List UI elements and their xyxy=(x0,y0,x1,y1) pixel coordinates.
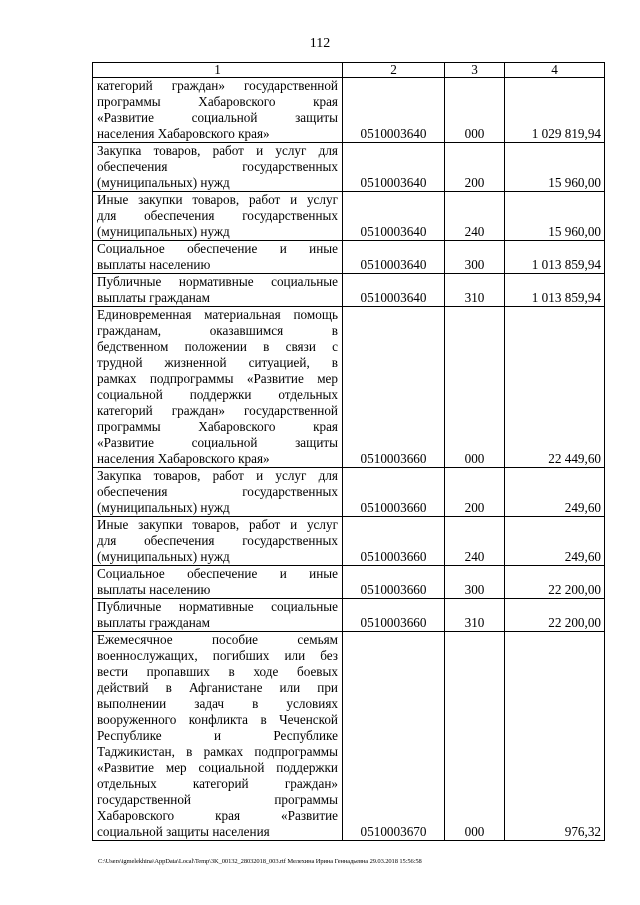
header-row xyxy=(93,63,605,78)
description-line: Социальное обеспечение и иные xyxy=(97,566,338,581)
table-row xyxy=(93,307,605,468)
description-line: социальной защиты населения xyxy=(97,824,270,839)
table-row xyxy=(93,468,605,517)
table-row xyxy=(93,274,605,307)
table-row xyxy=(93,192,605,241)
row-code: 0510003670 xyxy=(343,632,445,841)
table-row xyxy=(93,241,605,274)
description-line: государственной программы xyxy=(97,792,338,807)
row-description xyxy=(93,192,343,241)
description-line: Закупка товаров, работ и услуг для xyxy=(97,468,338,483)
row-description xyxy=(93,599,343,632)
description-line: «Развитие социальной защиты xyxy=(97,110,338,125)
description-line: (муниципальных) нужд xyxy=(97,175,230,190)
row-amount: 1 013 859,94 xyxy=(505,241,605,274)
description-line: отдельных категорий граждан» xyxy=(97,776,338,791)
row-type: 300 xyxy=(445,566,505,599)
description-line: рамках подпрограммы «Развитие мер xyxy=(97,371,338,386)
description-line: Публичные нормативные социальные xyxy=(97,274,338,289)
header-col-2: 2 xyxy=(343,63,445,78)
description-line: Ежемесячное пособие семьям xyxy=(97,632,338,647)
row-description xyxy=(93,307,343,468)
row-code: 0510003640 xyxy=(343,78,445,143)
description-line: программы Хабаровского края xyxy=(97,419,338,434)
description-line: обеспечения государственных xyxy=(97,484,338,499)
row-description xyxy=(93,241,343,274)
description-line: выплаты населению xyxy=(97,582,211,597)
row-amount: 976,32 xyxy=(505,632,605,841)
description-line: (муниципальных) нужд xyxy=(97,549,230,564)
row-type: 310 xyxy=(445,274,505,307)
description-line: населения Хабаровского края» xyxy=(97,451,270,466)
description-line: населения Хабаровского края» xyxy=(97,126,270,141)
table-row xyxy=(93,517,605,566)
row-code: 0510003640 xyxy=(343,143,445,192)
description-line: выплаты гражданам xyxy=(97,290,210,305)
description-line: действий в Афганистане или при xyxy=(97,680,338,695)
description-line: выполнении задач в условиях xyxy=(97,696,338,711)
description-line: обеспечения государственных xyxy=(97,159,338,174)
row-amount: 1 029 819,94 xyxy=(505,78,605,143)
description-line: Хабаровского края «Развитие xyxy=(97,808,338,823)
description-line: Социальное обеспечение и иные xyxy=(97,241,338,256)
description-line: программы Хабаровского края xyxy=(97,94,338,109)
row-type: 200 xyxy=(445,143,505,192)
row-amount: 22 449,60 xyxy=(505,307,605,468)
header-col-3: 3 xyxy=(445,63,505,78)
description-line: вооруженного конфликта в Чеченской xyxy=(97,712,338,727)
row-type: 000 xyxy=(445,632,505,841)
page-number: 112 xyxy=(309,36,331,51)
row-description xyxy=(93,566,343,599)
row-description xyxy=(93,632,343,841)
description-line: военнослужащих, погибших или без xyxy=(97,648,338,663)
description-line: Единовременная материальная помощь xyxy=(97,307,338,322)
description-line: Республике и Республике xyxy=(97,728,338,743)
description-line: (муниципальных) нужд xyxy=(97,500,230,515)
description-line: категорий граждан» государственной xyxy=(97,403,338,418)
description-line: Иные закупки товаров, работ и услуг xyxy=(97,192,338,207)
table-row xyxy=(93,566,605,599)
row-description xyxy=(93,468,343,517)
description-line: бедственном положении в связи с xyxy=(97,339,338,354)
row-amount: 15 960,00 xyxy=(505,192,605,241)
table-row xyxy=(93,78,605,143)
description-line: «Развитие социальной защиты xyxy=(97,435,338,450)
description-line: гражданам, оказавшимся в xyxy=(97,323,338,338)
row-type: 000 xyxy=(445,307,505,468)
row-code: 0510003660 xyxy=(343,307,445,468)
row-code: 0510003660 xyxy=(343,468,445,517)
row-type: 240 xyxy=(445,517,505,566)
row-code: 0510003660 xyxy=(343,599,445,632)
row-code: 0510003660 xyxy=(343,566,445,599)
row-amount: 1 013 859,94 xyxy=(505,274,605,307)
row-amount: 22 200,00 xyxy=(505,566,605,599)
row-amount: 249,60 xyxy=(505,468,605,517)
row-type: 240 xyxy=(445,192,505,241)
description-line: «Развитие мер социальной поддержки xyxy=(97,760,338,775)
row-code: 0510003640 xyxy=(343,274,445,307)
row-type: 000 xyxy=(445,78,505,143)
description-line: выплаты гражданам xyxy=(97,615,210,630)
description-line: трудной жизненной ситуацией, в xyxy=(97,355,338,370)
description-line: вести пропавших в ходе боевых xyxy=(97,664,338,679)
row-description xyxy=(93,78,343,143)
table-body xyxy=(93,78,605,841)
row-type: 200 xyxy=(445,468,505,517)
file-path-footer: C:\Users\igmelekhina\AppData\Local\Temp\3K_00132_28032018_003.rtf Мелехина Ирина Геннадьевна 29.03.2018 15:56:58 xyxy=(98,858,422,865)
row-description xyxy=(93,274,343,307)
description-line: Таджикистан, в рамках подпрограммы xyxy=(97,744,338,759)
row-amount: 249,60 xyxy=(505,517,605,566)
budget-table xyxy=(92,62,605,841)
description-line: для обеспечения государственных xyxy=(97,533,338,548)
description-line: (муниципальных) нужд xyxy=(97,224,230,239)
row-type: 300 xyxy=(445,241,505,274)
description-line: категорий граждан» государственной xyxy=(97,78,338,93)
row-amount: 15 960,00 xyxy=(505,143,605,192)
description-line: Закупка товаров, работ и услуг для xyxy=(97,143,338,158)
row-code: 0510003660 xyxy=(343,517,445,566)
table-row xyxy=(93,632,605,841)
description-line: Публичные нормативные социальные xyxy=(97,599,338,614)
table-row xyxy=(93,143,605,192)
description-line: для обеспечения государственных xyxy=(97,208,338,223)
header-col-1: 1 xyxy=(93,63,343,78)
description-line: социальной поддержки отдельных xyxy=(97,387,338,402)
row-description xyxy=(93,517,343,566)
row-code: 0510003640 xyxy=(343,241,445,274)
row-type: 310 xyxy=(445,599,505,632)
row-code: 0510003640 xyxy=(343,192,445,241)
description-line: Иные закупки товаров, работ и услуг xyxy=(97,517,338,532)
table-row xyxy=(93,599,605,632)
description-line: выплаты населению xyxy=(97,257,211,272)
header-col-4: 4 xyxy=(505,63,605,78)
row-description xyxy=(93,143,343,192)
row-amount: 22 200,00 xyxy=(505,599,605,632)
